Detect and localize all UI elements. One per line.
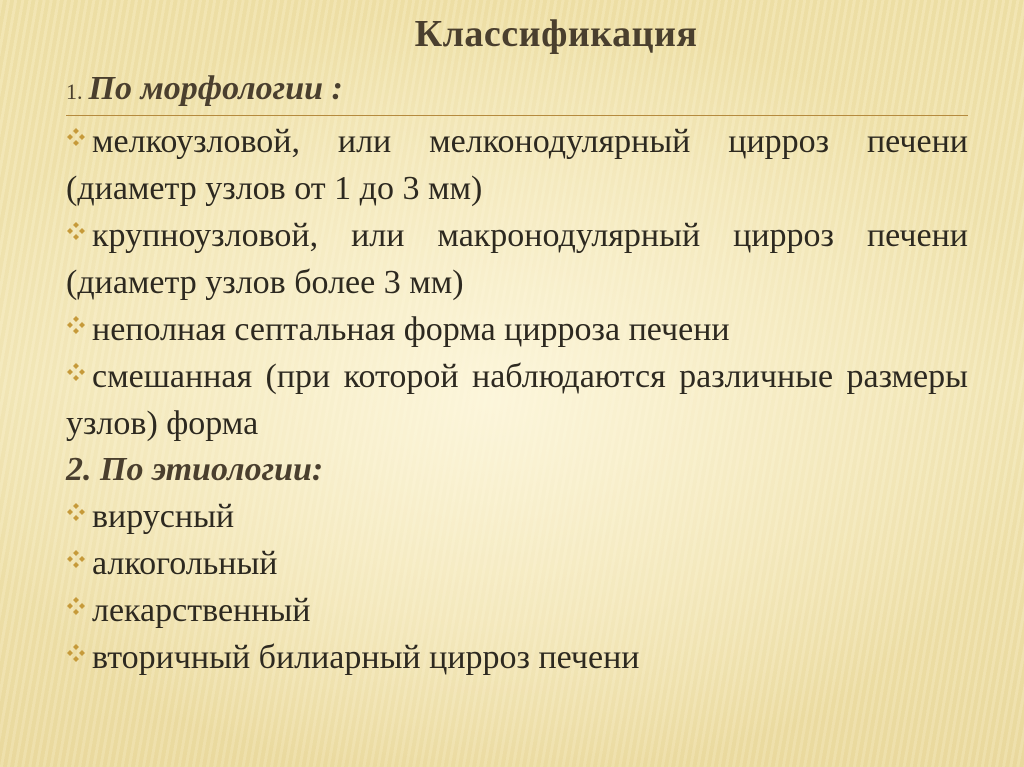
section-heading-morphology	[66, 66, 968, 115]
list-item	[66, 306, 968, 353]
list-item	[66, 634, 968, 681]
diamond-cluster-bullet-icon	[66, 362, 88, 382]
diamond-cluster-bullet-icon	[66, 127, 88, 147]
diamond-cluster-bullet-icon	[66, 502, 88, 522]
diamond-cluster-bullet-icon	[66, 643, 88, 663]
list-item-text: вторичный билиарный цирроз печени	[92, 639, 640, 676]
list-item-text: мелкоузловой, или мелконодулярный цирроз печени (диаметр узлов от 1 до 3 мм)	[66, 123, 968, 207]
list-item	[66, 587, 968, 634]
list-item	[66, 118, 968, 212]
section-number: 2.	[66, 451, 92, 488]
list-item-text: лекарственный	[92, 592, 311, 629]
section-heading-text: По этиологии:	[100, 451, 324, 488]
slide-title: Классификация	[414, 13, 698, 55]
list-item	[66, 540, 968, 587]
list-item-text: алкогольный	[92, 545, 278, 582]
diamond-cluster-bullet-icon	[66, 315, 88, 335]
section-heading-etiology	[66, 447, 968, 493]
list-item-text: вирусный	[92, 498, 235, 535]
list-item-text: неполная септальная форма цирроза печени	[92, 311, 730, 348]
list-item-text: крупноузловой, или макронодулярный цирроз печени (диаметр узлов более 3 мм)	[66, 217, 968, 301]
slide-content	[66, 66, 968, 681]
diamond-cluster-bullet-icon	[66, 221, 88, 241]
list-item	[66, 353, 968, 447]
section-heading-text: По морфологии :	[88, 70, 343, 107]
section-number: 1.	[66, 79, 83, 104]
list-item	[66, 212, 968, 306]
diamond-cluster-bullet-icon	[66, 596, 88, 616]
section-underline	[66, 115, 968, 116]
list-item-text: смешанная (при которой наблюдаются различные размеры узлов) форма	[66, 358, 968, 442]
diamond-cluster-bullet-icon	[66, 549, 88, 569]
list-item	[66, 493, 968, 540]
